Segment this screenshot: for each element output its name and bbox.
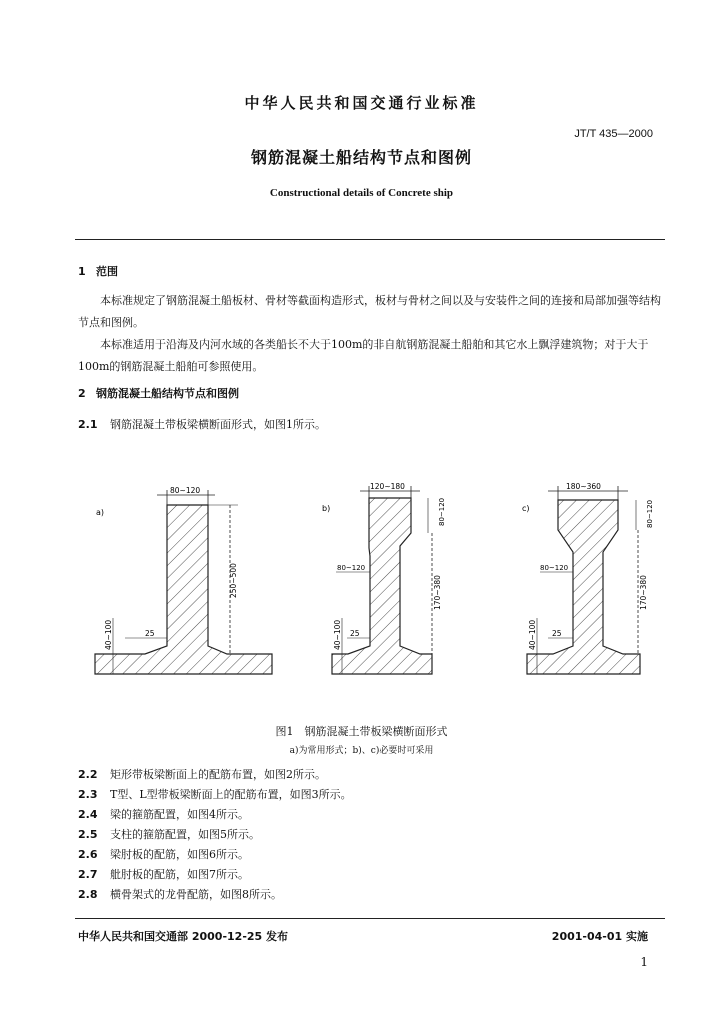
figure-1b-height-dimension: 170~380 bbox=[433, 575, 442, 610]
item-text: T型、L型带板梁断面上的配筋布置，如图3所示。 bbox=[110, 788, 352, 801]
item-number: 2.4 bbox=[78, 808, 98, 821]
figure-1c-fillet-dimension: 25 bbox=[552, 629, 562, 638]
figure-1c-web-dimension: 80~120 bbox=[540, 564, 569, 572]
item-2-2 bbox=[78, 766, 326, 782]
org-title: 中华人民共和国交通行业标准 bbox=[244, 94, 479, 112]
footer-divider bbox=[75, 918, 665, 919]
page-number: 1 bbox=[640, 955, 648, 969]
figure-1b-section bbox=[322, 482, 446, 674]
item-2-4 bbox=[78, 806, 249, 822]
figure-1a-base-dimension: 40~100 bbox=[104, 619, 113, 650]
figure-1a-outline bbox=[95, 505, 272, 674]
item-text: 矩形带板梁断面上的配筋布置，如图2所示。 bbox=[110, 768, 326, 781]
figure-1c-outline bbox=[527, 500, 640, 674]
figure-1a-section bbox=[95, 486, 272, 674]
figure-1a-label: a) bbox=[96, 508, 105, 517]
figure-1b-fillet-dimension: 25 bbox=[350, 629, 360, 638]
item-number: 2.1 bbox=[78, 418, 98, 431]
figure-1b-web-dimension: 80~120 bbox=[337, 564, 366, 572]
item-text: 钢筋混凝土带板梁横断面形式，如图1所示。 bbox=[110, 418, 326, 431]
section-1-number: 1 bbox=[78, 265, 86, 278]
item-2-8 bbox=[78, 886, 282, 902]
figure-1-subcaption: a)为常用形式；b)、c)必要时可采用 bbox=[289, 746, 434, 756]
section-1-heading bbox=[78, 263, 118, 279]
item-number: 2.8 bbox=[78, 888, 98, 901]
figure-1b-outline bbox=[332, 498, 432, 674]
figure-1a-height-dimension: 250~500 bbox=[229, 563, 238, 598]
issuer-line: 中华人民共和国交通部 2000-12-25 发布 bbox=[78, 930, 289, 943]
figure-1b-base-dimension: 40~100 bbox=[333, 619, 342, 650]
item-2-6 bbox=[78, 846, 249, 862]
item-2-5 bbox=[78, 826, 260, 842]
figure-1c-head-dimension: 80~120 bbox=[646, 499, 654, 528]
figure-1c-top-dimension: 180~360 bbox=[566, 482, 601, 491]
section-1-paragraph-2: 本标准适用于沿海及内河水域的各类船长不大于100m的非自航钢筋混凝土船舶和其它水上飘浮建筑物；对于大于100m的钢筋混凝土船舶可参照使用。 bbox=[78, 338, 649, 373]
document-title: 钢筋混凝土船结构节点和图例 bbox=[250, 148, 472, 167]
figure-1c-height-dimension: 170~380 bbox=[639, 575, 648, 610]
section-2-number: 2 bbox=[78, 387, 86, 400]
figure-1c-section bbox=[522, 482, 654, 674]
figure-1b-label: b) bbox=[322, 504, 331, 513]
header-divider bbox=[75, 239, 665, 240]
item-text: 梁肘板的配筋，如图6所示。 bbox=[110, 848, 249, 861]
effective-date: 2001-04-01 实施 bbox=[551, 930, 648, 943]
figure-1-caption: 图1 钢筋混凝土带板梁横断面形式 bbox=[275, 725, 448, 738]
item-number: 2.2 bbox=[78, 768, 98, 781]
figure-1a-fillet-dimension: 25 bbox=[145, 629, 155, 638]
item-number: 2.7 bbox=[78, 868, 98, 881]
section-2-title: 钢筋混凝土船结构节点和图例 bbox=[96, 387, 239, 400]
figure-1b-top-dimension: 120~180 bbox=[370, 482, 405, 491]
item-2-3 bbox=[78, 786, 352, 802]
item-text: 支柱的箍筋配置，如图5所示。 bbox=[110, 828, 260, 841]
standard-code: JT/T 435—2000 bbox=[574, 128, 653, 140]
item-number: 2.5 bbox=[78, 828, 98, 841]
figure-1c-base-dimension: 40~100 bbox=[528, 619, 537, 650]
section-1-paragraph-1: 本标准规定了钢筋混凝土船板材、骨材等截面构造形式，板材与骨材之间以及与安装件之间的连接和局部加强等结构节点和图例。 bbox=[78, 294, 661, 329]
item-text: 横骨架式的龙骨配筋，如图8所示。 bbox=[110, 888, 282, 901]
item-number: 2.3 bbox=[78, 788, 98, 801]
figure-1b-head-dimension: 80~120 bbox=[438, 497, 446, 526]
item-2-1 bbox=[78, 416, 326, 432]
figure-1-diagram bbox=[0, 478, 723, 708]
item-2-7 bbox=[78, 866, 249, 882]
figure-1a-top-dimension: 80~120 bbox=[170, 486, 201, 495]
item-number: 2.6 bbox=[78, 848, 98, 861]
figure-1c-label: c) bbox=[522, 504, 530, 513]
item-text: 梁的箍筋配置，如图4所示。 bbox=[110, 808, 249, 821]
document-title-en: Constructional details of Concrete ship bbox=[269, 187, 454, 199]
section-2-heading bbox=[78, 385, 239, 401]
section-1-title: 范围 bbox=[96, 265, 118, 278]
item-text: 舭肘板的配筋，如图7所示。 bbox=[110, 868, 249, 881]
